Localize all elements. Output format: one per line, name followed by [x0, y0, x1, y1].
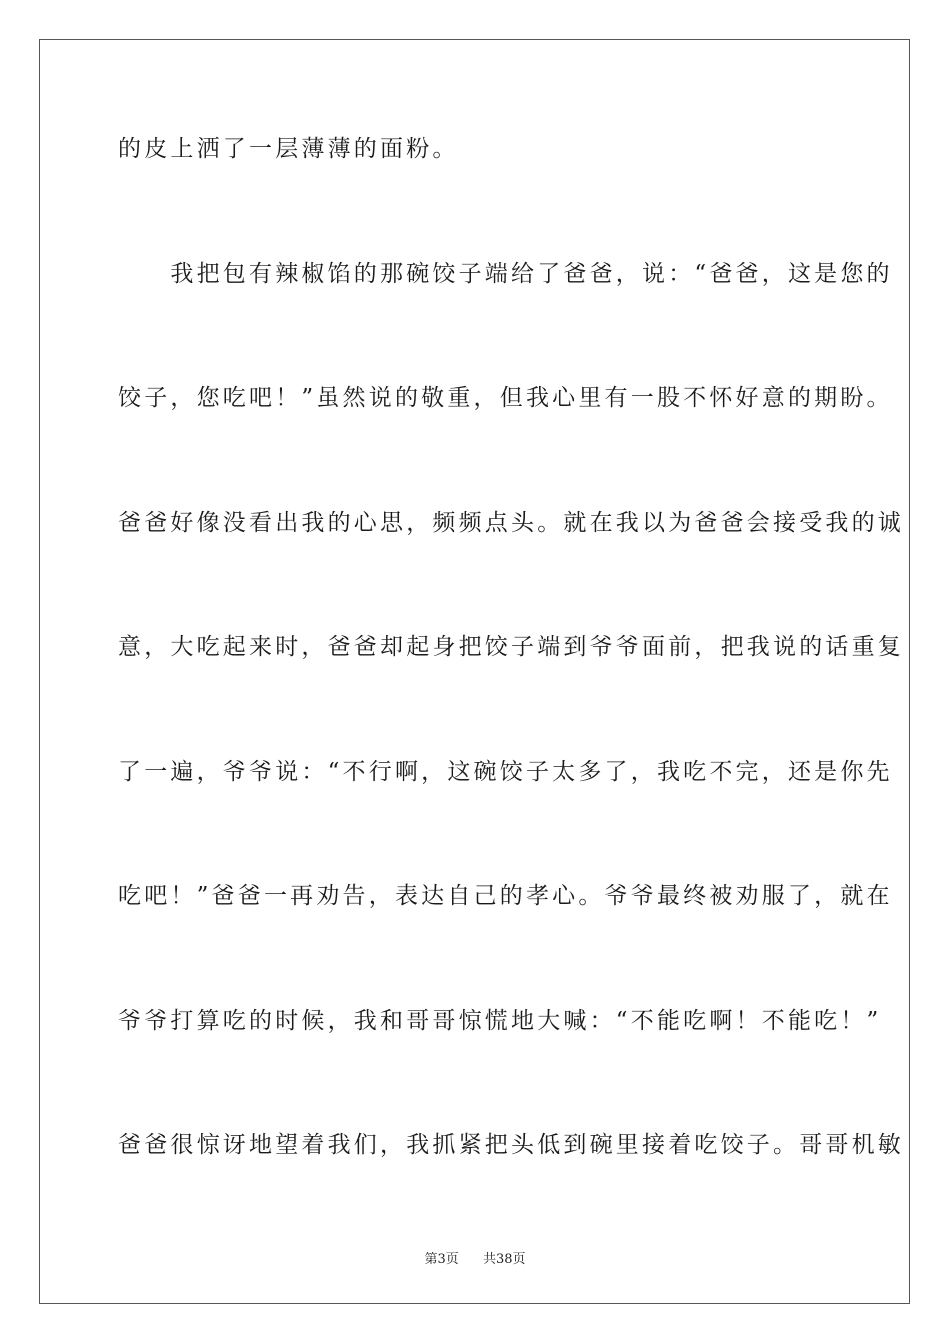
page-number-current: 第3页: [424, 1252, 459, 1267]
page-border: [39, 39, 910, 1304]
body-text-line-7: 吃吧！”爸爸一再劝告，表达自己的孝心。爷爷最终被劝服了，就在: [118, 883, 893, 909]
body-text-line-9: 爸爸很惊讶地望着我们，我抓紧把头低到碗里接着吃饺子。哥哥机敏: [118, 1132, 904, 1158]
body-text-line-1: 的皮上洒了一层薄薄的面粉。: [118, 136, 459, 162]
page-footer: [0, 1248, 950, 1267]
page-number-total: 共38页: [483, 1252, 526, 1267]
body-text-line-3: 饺子，您吃吧！”虽然说的敬重，但我心里有一股不怀好意的期盼。: [118, 385, 893, 411]
body-text-line-5: 意，大吃起来时，爸爸却起身把饺子端到爷爷面前，把我说的话重复: [118, 634, 904, 660]
body-text-line-8: 爷爷打算吃的时候，我和哥哥惊慌地大喊：“不能吃啊！不能吃！”: [118, 1008, 882, 1034]
body-text-line-4: 爸爸好像没看出我的心思，频频点头。就在我以为爸爸会接受我的诚: [118, 510, 904, 536]
body-text-line-6: 了一遍，爷爷说：“不行啊，这碗饺子太多了，我吃不完，还是你先: [118, 759, 893, 785]
body-text-line-2: 我把包有辣椒馅的那碗饺子端给了爸爸，说：“爸爸，这是您的: [118, 261, 893, 287]
